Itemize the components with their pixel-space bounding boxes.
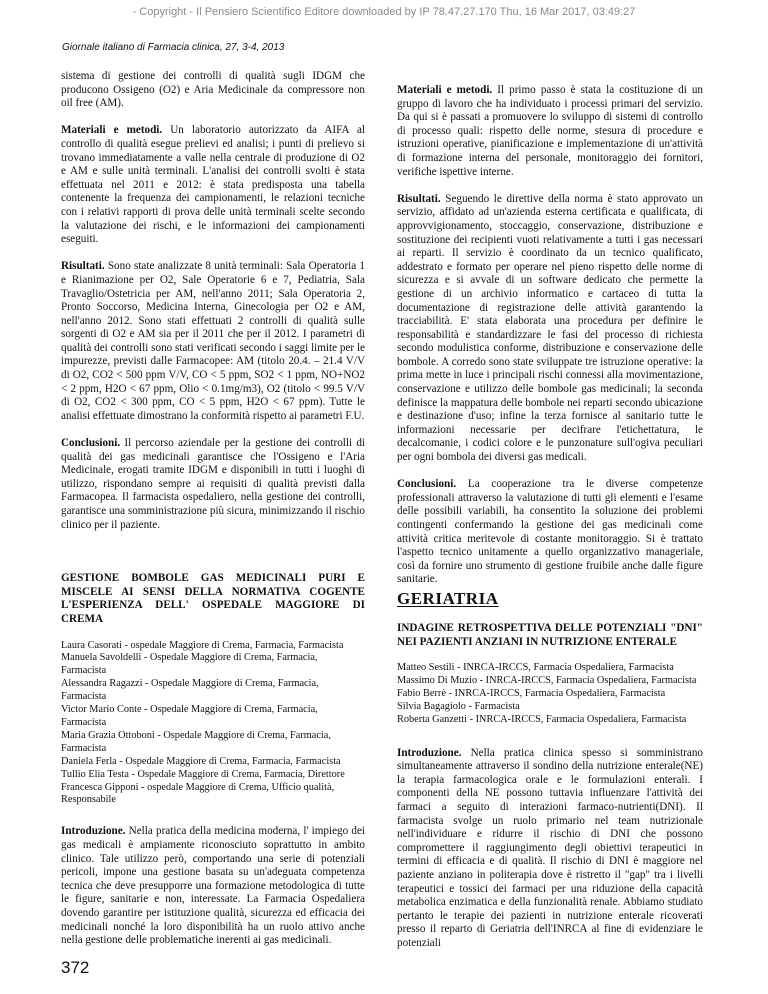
- left-column: [61, 70, 365, 948]
- introduction-heading: Introduzione.: [397, 746, 462, 759]
- abstract-introduction: [61, 825, 365, 947]
- page-number: 372: [61, 958, 90, 977]
- conclusions-text: La cooperazione tra le diverse competenze professionali attraverso la valutazione di tutti gli elementi e l'esame delle possibili variabili, ha consentito la soluzione dei problemi contingenti confermando la gestione dei gas medicinali come attività critica meritevole di costante monitoraggio. Si è trattato l'aspetto tecnico unitamente a quello organizzativo manageriale, così da fornire uno strumento di gestione fruibile anche dalle figure sanitarie.: [397, 478, 703, 586]
- author-entry: Matteo Sestili - INRCA-IRCCS, Farmacia Ospedaliera, Farmacista: [397, 662, 674, 674]
- abstract-conclusions: [61, 437, 365, 532]
- methods-text: Il primo passo è stata la costituzione di un gruppo di lavoro che ha individuato i processi primari del servizio. Da qui si è passati a promuovere lo sviluppo di sistemi di controllo di processo quali: rispetto delle norme, stesura di procedure e istruzioni operative, pianificazione e implementazione di un'attività di formazione interna del personale, monitoraggio dei fornitori, verifiche ispettive interne.: [397, 84, 703, 178]
- abstract-conclusions: [397, 478, 703, 587]
- article-title: INDAGINE RETROSPETTIVA DELLE POTENZIALI "DNI" NEI PAZIENTI ANZIANI IN NUTRIZIONE ENTERALE: [397, 621, 703, 648]
- author-entry: Alessandra Ragazzi - Ospedale Maggiore di Crema, Farmacia, Farmacista: [61, 678, 319, 703]
- abstract-results: [61, 260, 365, 423]
- introduction-heading: Introduzione.: [61, 825, 126, 838]
- author-entry: Laura Casorati - ospedale Maggiore di Crema, Farmacia, Farmacista: [61, 639, 344, 651]
- abstract-intro-tail: sistema di gestione dei controlli di qualità sugli IDGM che producono Ossigeno (O2) e Aria Medicinale da compressore non oil free (AM).: [61, 70, 365, 110]
- author-entry: Victor Mario Conte - Ospedale Maggiore di Crema, Farmacia, Farmacista: [61, 704, 318, 728]
- article-title: GESTIONE BOMBOLE GAS MEDICINALI PURI E MISCELE AI SENSI DELLA NORMATIVA COGENTE L'ESPERIENZA DELL' OSPEDALE MAGGIORE DI CREMA: [61, 572, 365, 625]
- abstract-results: [397, 193, 703, 465]
- author-entry: Massimo Di Muzio - INRCA-IRCCS, Farmacia Ospedaliera, Farmacista: [397, 675, 697, 687]
- abstract-introduction: [397, 747, 703, 951]
- conclusions-heading: Conclusioni.: [397, 478, 457, 491]
- author-list: [61, 640, 365, 808]
- introduction-text: Nella pratica della medicina moderna, l' impiego dei gas medicali è ampiamente riconosciuto soprattutto in ambito clinico. Tale utilizzo però, comportando una serie di potenziali pericoli, impone una gestione basata su un'adeguata competenza tecnica che deve presupporre una formazione metodologica di tutte le figure, sanitarie e non, interessate. La Farmacia Ospedaliera dovendo garantire per istituzione qualità, sicurezza ed efficacia dei medicinali nonché la loro disponibilità ha un ruolo attivo anche nella gestione delle problematiche inerenti ai gas medicinali.: [61, 825, 365, 947]
- author-entry: Maria Grazia Ottoboni - Ospedale Maggiore di Crema, Farmacia, Farmacista: [61, 729, 331, 754]
- journal-running-header: Giornale italiano di Farmacia clinica, 27, 3-4, 2013: [62, 42, 285, 53]
- results-heading: Risultati.: [397, 192, 441, 205]
- right-column: [397, 70, 703, 951]
- abstract-methods: [61, 124, 365, 246]
- methods-heading: Materiali e metodi.: [397, 84, 493, 96]
- results-heading: Risultati.: [61, 260, 105, 273]
- author-entry: Silvia Bagagiolo - Farmacista: [397, 700, 520, 712]
- results-text: Seguendo le direttive della norma è stato approvato un servizio, affidato ad un'azienda esterna certificata e qualificata, di approvvigionamento, stoccaggio, conservazione, distribuzione e sostituzione dei recipienti vuoti relativamente a tutti i gas necessari ai reparti. Il servizio è coordinato da un tecnico qualificato, addestrato e formato per operare nel pieno rispetto delle norme di sicurezza e si avvale di un software dedicato che permette la gestione di un archivio informatico e cartaceo di tutta la documentazione di registrazione delle attività garantendo la tracciabilità. E' stata elaborata una procedura per definire le responsabilità e standardizzare le fasi del processo di richiesta secondo modulistica conforme, distribuzione e conservazione delle bombole. A corredo sono state sviluppate tre istruzione operative: la prima mette in luce i principali rischi connessi alla movimentazione, conservazione e utilizzo delle bombole gas medicinali; la seconda definisce la mappatura delle bombole nei reparti secondo ubicazione e destinazione d'uso; infine la terza fornisce al sanitario tutte le informazioni necessarie per decifrare l'etichettatura, le decalcomanie, i codici colore e le punzonature sull'ogiva peculiari per ogni bombola dei diversi gas medicali.: [397, 192, 703, 464]
- author-list: [397, 662, 703, 727]
- author-entry: Francesca Gipponi - ospedale Maggiore di Crema, Ufficio qualità, Responsabile: [61, 781, 335, 806]
- conclusions-text: Il percorso aziendale per la gestione dei controlli di qualità dei gas medicinali garantisce che l'Ossigeno e l'Aria Medicinale, erogati tramite IDGM e disponibili in tutti i luoghi di utilizzo, rispondano sempre ai requisiti di qualità previsti dalla Farmacopea. Il farmacista ospedaliero, nella gestione dei controlli, garantisce una somministrazione più sicura, minimizzando il rischio clinico per il paziente.: [61, 437, 365, 531]
- introduction-text: Nella pratica clinica spesso si somministrano simultaneamente attraverso il sondino della nutrizione enterale(NE) la terapia farmacologica orale e le formulazioni enterali. I componenti della NE possono tuttavia influenzare l'attività dei farmaci a seguito di interazioni farmaco-nutrienti(DNI). Il farmacista svolge un ruolo primario nel team nutrizionale nell'individuare e ridurre il rischio di DNI che possono compromettere il raggiungimento degli obiettivi terapeutici in termini di efficacia e di qualità. Il rischio di DNI è maggiore nel paziente anziano in politerapia dove è ristretto il "gap" tra i livelli terapeutici e tossici dei farmaci per una riduzione della capacità metabolica enzimatica e della funzionalità renale. Abbiamo studiato pertanto le terapie dei pazienti in nutrizione enterale ricoverati presso il reparto di Geriatria dell'INRCA al fine di evidenziare le potenziali: [397, 746, 703, 949]
- author-entry: Tullio Elia Testa - Ospedale Maggiore di Crema, Farmacia, Direttore: [61, 768, 345, 780]
- author-entry: Daniela Ferla - Ospedale Maggiore di Crema, Farmacia, Farmacista: [61, 755, 341, 767]
- conclusions-heading: Conclusioni.: [61, 437, 121, 450]
- author-entry: Manuela Savoldelli - Ospedale Maggiore di Crema, Farmacia, Farmacista: [61, 652, 318, 677]
- copyright-notice: - Copyright - Il Pensiero Scientifico Editore downloaded by IP 78.47.27.170 Thu, 16 Mar 2017, 03:49:27: [132, 6, 636, 18]
- methods-text: Un laboratorio autorizzato da AIFA al controllo di qualità esegue prelievi ed analisi; i punti di prelievo si trovano immediatamente a valle nella centrale di produzione di O2 e AM e sulle unità terminali. L'analisi dei controlli svolti è stata effettuata nel 2011 e 2012: è stata predisposta una tabella contenente la frequenza dei campionamenti, le relazioni tecniche con i relativi rapporti di prova delle unità terminali scelte secondo la valutazione dei rischi, e le informazioni dei campionamenti eseguiti.: [61, 124, 365, 246]
- results-text: Sono state analizzate 8 unità terminali: Sala Operatoria 1 e Rianimazione per O2, Sale Operatorie 6 e 7, Pediatria, Sala Travaglio/Ostetricia per AM, nell'anno 2011; Sala Operatoria 2, Pronto Soccorso, Medicina Interna, Ginecologia per O2 e AM, nell'anno 2012. Sono stati effettuati 2 controlli di qualità sulle sorgenti di O2 e AM sia per il 2011 che per il 2012. I parametri di qualità dei controlli sono stati verificati secondo i saggi limite per le impurezze, previsti dalle Farmacopee: AM (titolo 20.4. – 21.4 V/V di O2, CO2 < 500 ppm V/V, CO < 5 ppm, SO2 < 1 ppm, NO+NO2 < 2 ppm, H2O < 67 ppm, Olio < 0.1mg/m3), O2 (titolo < 99.5 V/V di O2, CO2 < 300 ppm, CO < 5 ppm, H2O < 67 ppm). Tutte le analisi effettuate dimostrano la conformità rispetto ai parametri F.U.: [61, 260, 365, 422]
- section-heading-geriatria: GERIATRIA: [397, 588, 499, 608]
- abstract-methods: [397, 84, 703, 179]
- author-entry: Roberta Ganzetti - INRCA-IRCCS, Farmacia Ospedaliera, Farmacista: [397, 713, 687, 725]
- author-entry: Fabio Berrè - INRCA-IRCCS, Farmacia Ospedaliera, Farmacista: [397, 687, 666, 699]
- methods-heading: Materiali e metodi.: [61, 124, 163, 137]
